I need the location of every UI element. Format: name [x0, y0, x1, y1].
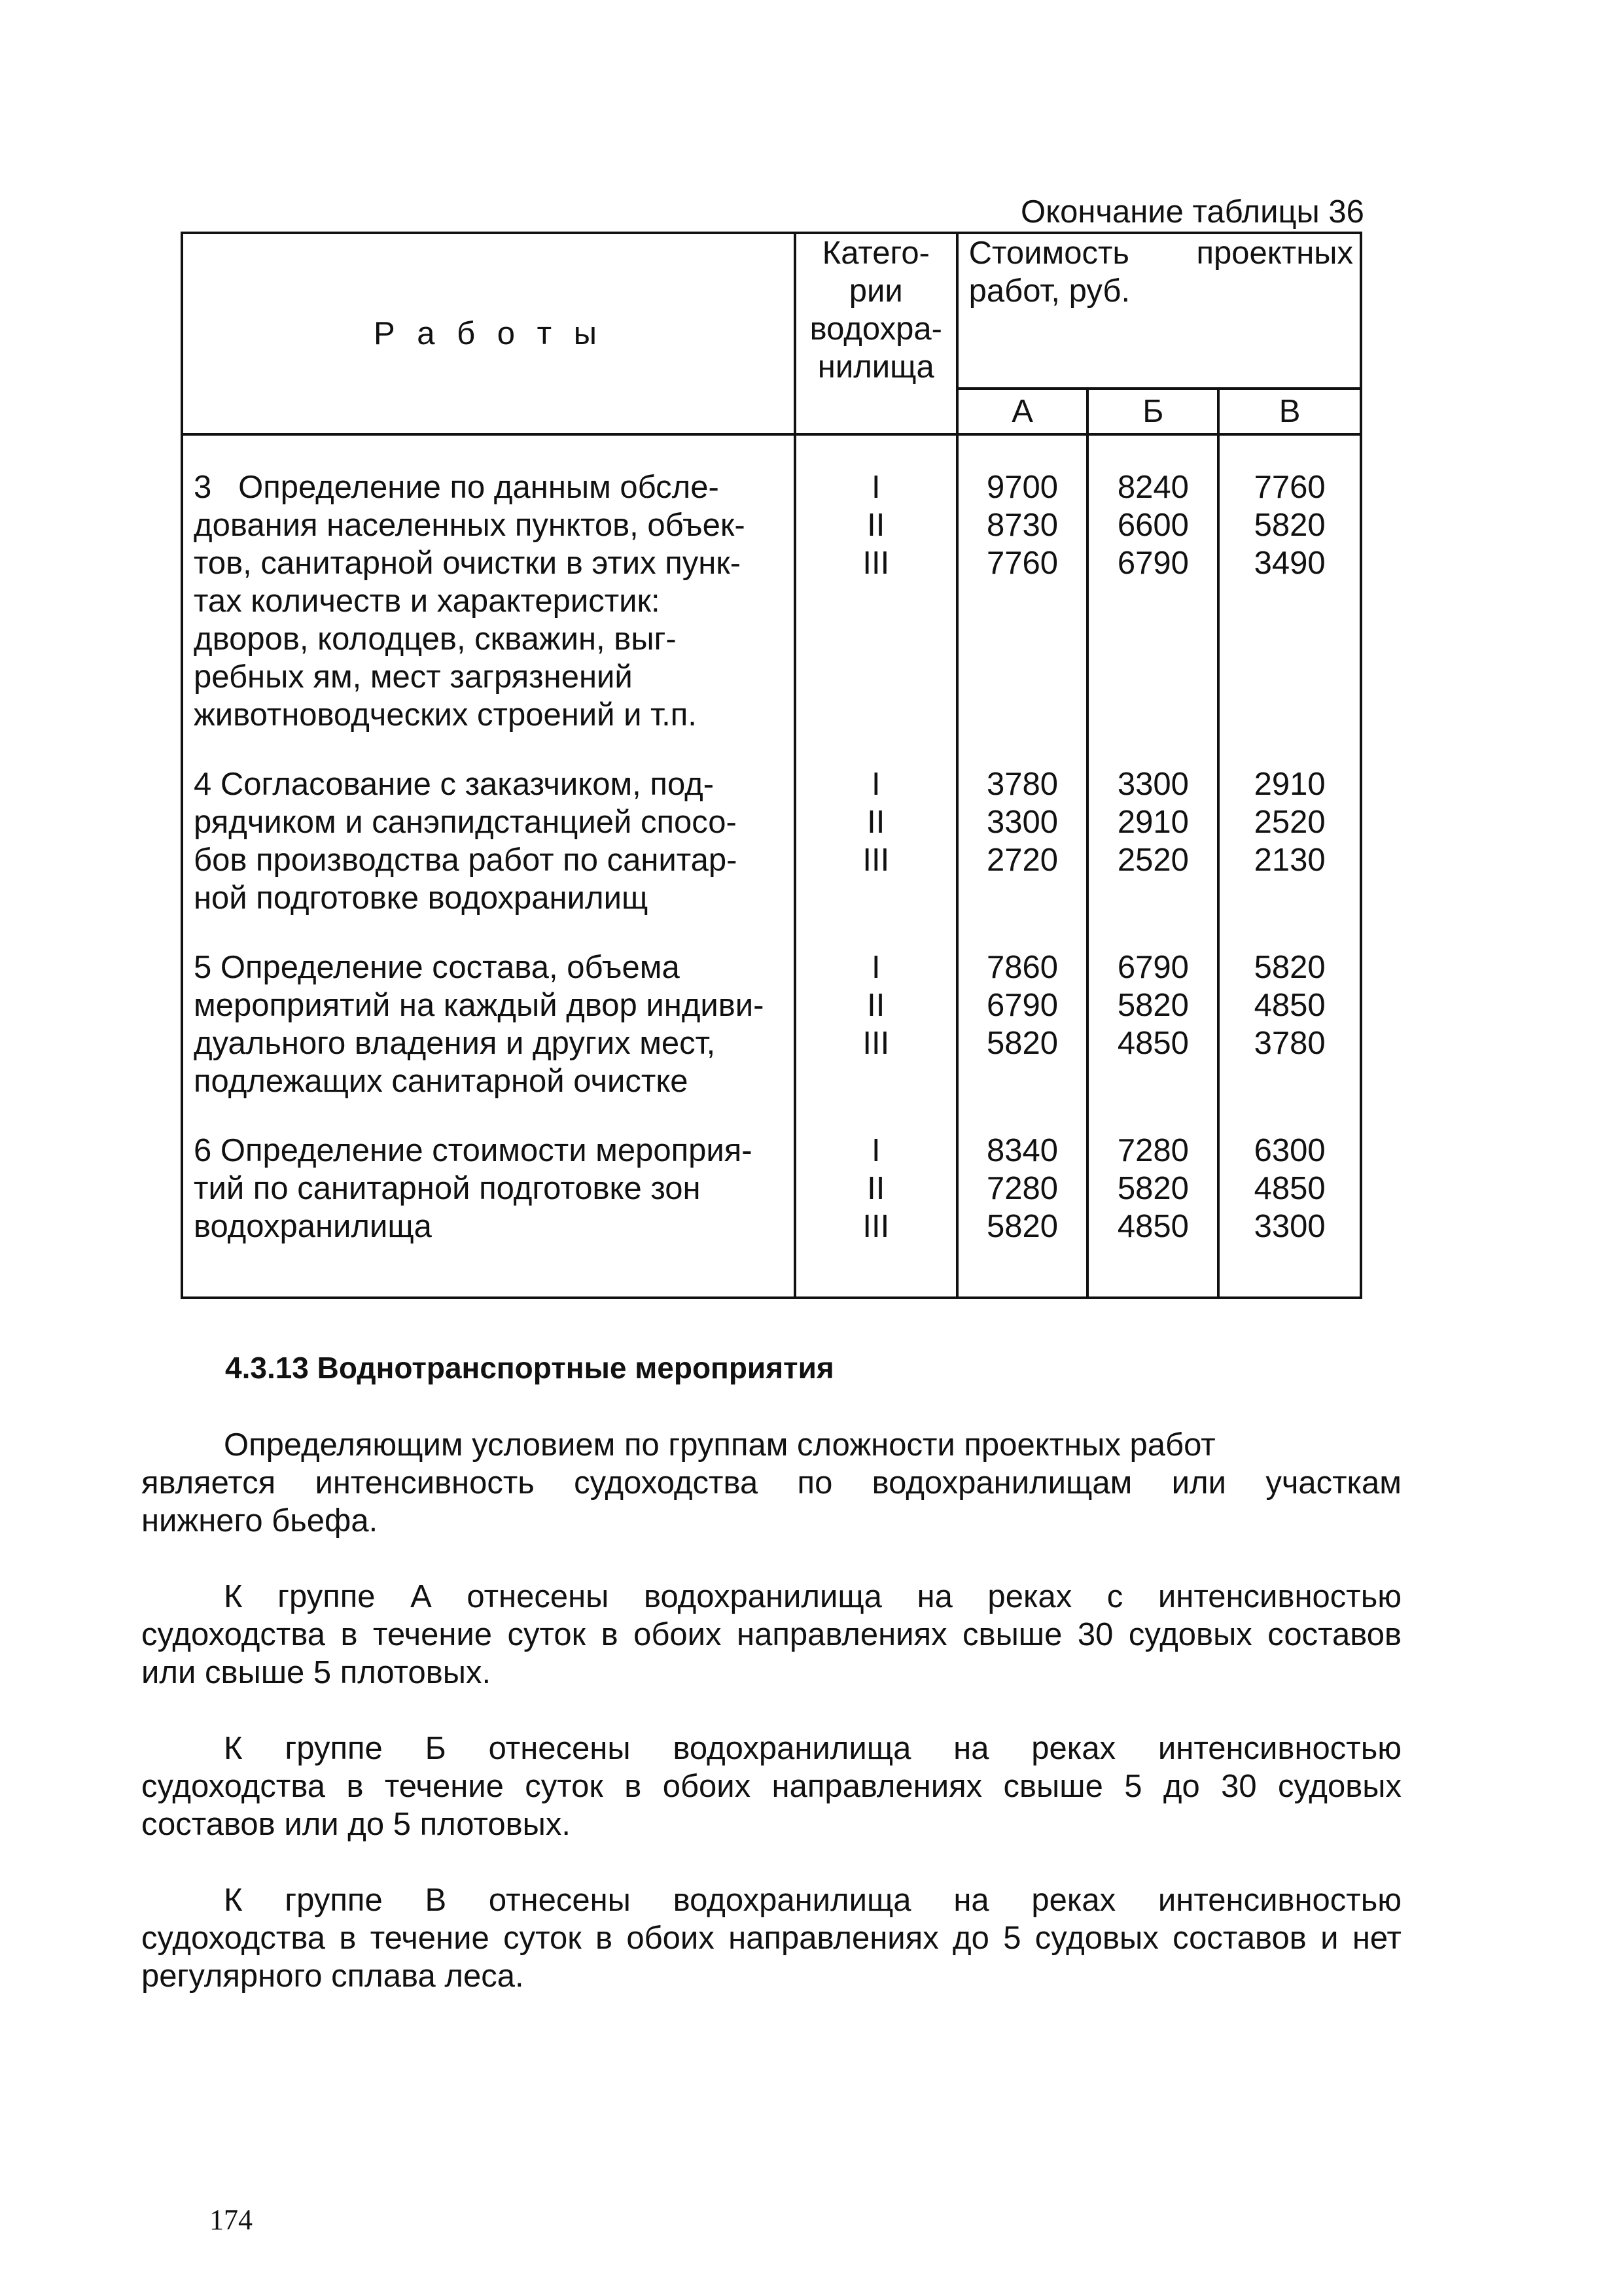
work-description: 4 Согласование с заказчиком, под- рядчиком и санэпидстанцией спосо- бов производства работ по санитар- ной подготовке водохранилищ [182, 765, 795, 917]
category-values: I II III [795, 948, 957, 1100]
paragraph-1: Определяющим условием по группам сложности проектных работ является интенсивность судоходства по водохранилищам или участкам нижнего бьефа. [141, 1427, 1402, 1539]
header-group-a: А [957, 389, 1088, 434]
header-group-b: Б [1087, 389, 1218, 434]
cost-c: 6300 4850 3300 [1218, 1132, 1361, 1245]
table-row [182, 1132, 1361, 1245]
table-caption: Окончание таблицы 36 [1021, 194, 1364, 230]
paragraph-3: К группе Б отнесены водохранилища на реках интенсивностью судоходства в течение суток в обоих направлениях свыше 5 до 30 судовых составов или до 5 плотовых. [141, 1731, 1402, 1842]
header-group-c: В [1218, 389, 1361, 434]
cost-a: 9700 8730 7760 [957, 468, 1088, 734]
category-values: I II III [795, 468, 957, 734]
cost-b: 6790 5820 4850 [1087, 948, 1218, 1100]
category-values: I II III [795, 765, 957, 917]
cost-b: 3300 2910 2520 [1087, 765, 1218, 917]
work-description: 3 Определение по данным обсле- дования населенных пунктов, объек- тов, санитарной очистки в этих пунк- тах количеств и характеристик: дворов, колодцев, скважин, выг- ребных ям, мест загрязнений животноводческих строений и т.п. [182, 468, 795, 734]
header-works: Р а б о т ы [182, 233, 795, 434]
table-row [182, 765, 1361, 917]
cost-c: 2910 2520 2130 [1218, 765, 1361, 917]
cost-a: 7860 6790 5820 [957, 948, 1088, 1100]
page-number: 174 [209, 2204, 253, 2236]
cost-a: 8340 7280 5820 [957, 1132, 1088, 1245]
table-row [182, 468, 1361, 734]
cost-b: 7280 5820 4850 [1087, 1132, 1218, 1245]
work-description: 6 Определение стоимости мероприя- тий по санитарной подготовке зон водохранилища [182, 1132, 795, 1245]
work-description: 5 Определение состава, объема мероприятий на каждый двор индиви- дуального владения и других мест, подлежащих санитарной очистке [182, 948, 795, 1100]
category-values: I II III [795, 1132, 957, 1245]
header-cost: Стоимость проектных работ, руб. [957, 233, 1361, 389]
header-category: Катего- рии водохра- нилища [795, 233, 957, 434]
table-row [182, 948, 1361, 1100]
section-heading: 4.3.13 Воднотранспортные мероприятия [225, 1351, 834, 1385]
cost-a: 3780 3300 2720 [957, 765, 1088, 917]
cost-table [181, 232, 1362, 1299]
paragraph-2: К группе А отнесены водохранилища на реках с интенсивностью судоходства в течение суток в обоих направлениях свыше 30 судовых составов или свыше 5 плотовых. [141, 1579, 1402, 1690]
cost-b: 8240 6600 6790 [1087, 468, 1218, 734]
cost-c: 7760 5820 3490 [1218, 468, 1361, 734]
paragraph-4: К группе В отнесены водохранилища на реках интенсивностью судоходства в течение суток в обоих направлениях до 5 судовых составов и нет регулярного сплава леса. [141, 1883, 1402, 1994]
cost-c: 5820 4850 3780 [1218, 948, 1361, 1100]
